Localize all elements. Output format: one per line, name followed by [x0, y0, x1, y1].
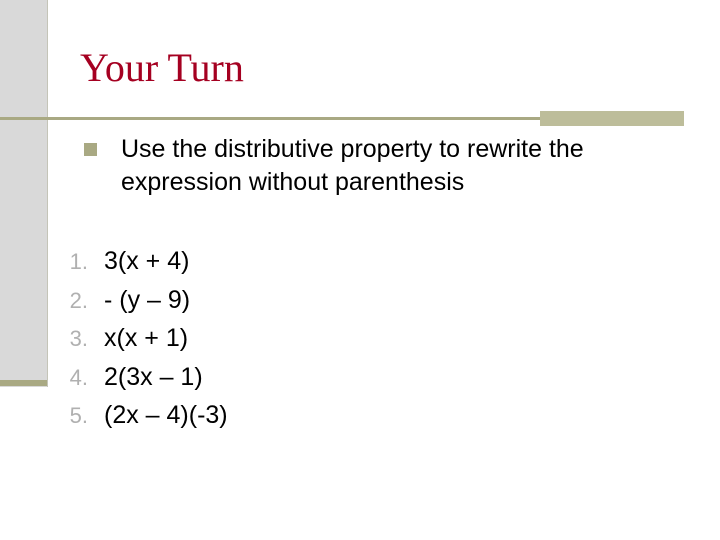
- problem-expression: (2x – 4)(-3): [104, 401, 228, 429]
- problem-item: [0, 324, 228, 363]
- instruction-text: [121, 133, 584, 199]
- problem-number: 3.: [69, 326, 88, 351]
- title-divider-accent: [540, 111, 684, 126]
- instruction-line-2: expression without parenthesis: [121, 168, 465, 196]
- problem-number: 1.: [69, 249, 88, 274]
- square-bullet-icon: [84, 143, 97, 156]
- problem-item: [0, 363, 228, 402]
- instruction-line-1: Use the distributive property to rewrite the: [121, 135, 584, 163]
- problem-expression: 3(x + 4): [104, 247, 190, 275]
- problem-list: [0, 247, 228, 440]
- problem-item: [0, 401, 228, 440]
- problem-expression: - (y – 9): [104, 285, 191, 314]
- problem-number: 5.: [69, 403, 88, 428]
- problem-expression: x(x + 1): [104, 324, 189, 352]
- slide-title: Your Turn: [80, 45, 244, 90]
- instruction-bullet: [84, 133, 684, 199]
- problem-expression: 2(3x – 1): [104, 362, 203, 391]
- problem-number: 4.: [69, 364, 88, 390]
- problem-item: [0, 247, 228, 286]
- problem-number: 2.: [69, 287, 88, 313]
- problem-item: [0, 286, 228, 325]
